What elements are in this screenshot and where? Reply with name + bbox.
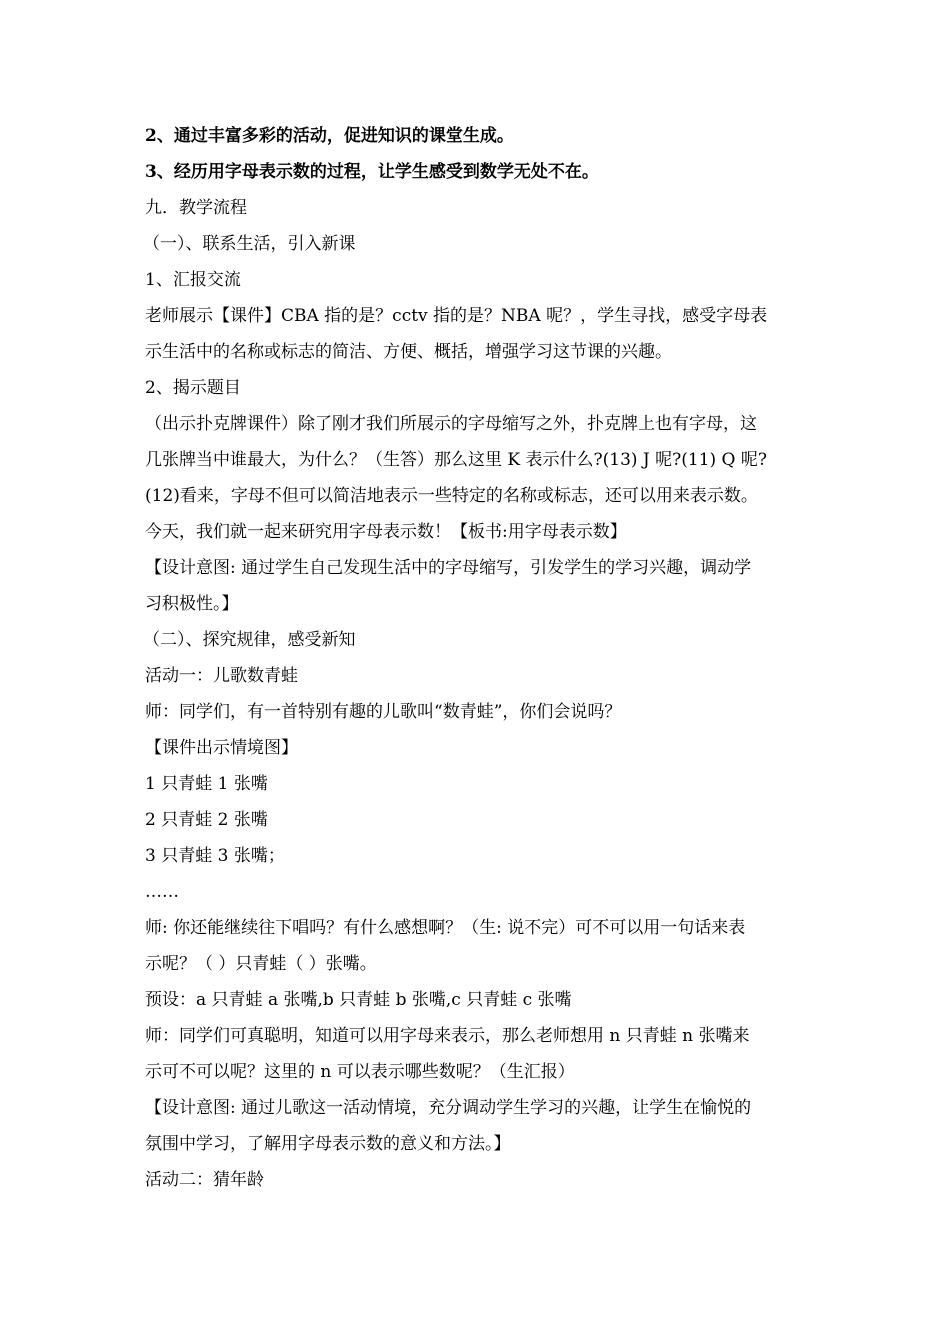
step-heading-topic: 2、揭示题目 bbox=[145, 378, 241, 398]
paragraph-line: 【课件出示情境图】 bbox=[145, 738, 298, 758]
rhyme-line: 1 只青蛙 1 张嘴 bbox=[145, 774, 268, 794]
paragraph-line: 师: 你还能继续往下唱吗？有什么感想啊？（生: 说不完）可不可以用一句话来表 bbox=[145, 918, 746, 938]
rhyme-line: 2 只青蛙 2 张嘴 bbox=[145, 810, 268, 830]
design-intent-line: 习积极性。】 bbox=[145, 594, 239, 614]
design-intent-line: 【设计意图: 通过儿歌这一活动情境，充分调动学生学习的兴趣，让学生在愉悦的 bbox=[145, 1098, 752, 1118]
activity-heading-2: 活动二：猜年龄 bbox=[145, 1170, 264, 1190]
paragraph-line: 师：同学们，有一首特别有趣的儿歌叫“数青蛙”，你们会说吗？ bbox=[145, 702, 622, 722]
subsection-heading-2: （二）、探究规律，感受新知 bbox=[143, 630, 356, 650]
paragraph-line: 示可不可以呢？这里的 n 可以表示哪些数呢？（生汇报） bbox=[145, 1062, 575, 1082]
rhyme-line: 3 只青蛙 3 张嘴； bbox=[145, 846, 285, 866]
step-heading-report: 1、汇报交流 bbox=[145, 270, 241, 290]
design-intent-line: 【设计意图: 通过学生自己发现生活中的字母缩写，引发学生的学习兴趣，调动学 bbox=[145, 558, 752, 578]
paragraph-line: 示呢？（ ）只青蛙（ ）张嘴。 bbox=[145, 954, 377, 974]
ellipsis-line: …… bbox=[145, 882, 179, 902]
goal-item-3: 3、经历用字母表示数的过程，让学生感受到数学无处不在。 bbox=[145, 162, 599, 182]
paragraph-line: 老师展示【课件】CBA 指的是？cctv 指的是？NBA 呢？，学生寻找，感受字母表 bbox=[145, 306, 768, 326]
paragraph-line: 师：同学们可真聪明，知道可以用字母来表示，那么老师想用 n 只青蛙 n 张嘴来 bbox=[145, 1026, 750, 1046]
goal-item-2: 2、通过丰富多彩的活动，促进知识的课堂生成。 bbox=[145, 126, 514, 146]
document-body bbox=[145, 118, 810, 1198]
design-intent-line: 氛围中学习，了解用字母表示数的意义和方法。】 bbox=[145, 1134, 511, 1154]
paragraph-line: 几张牌当中谁最大，为什么？（生答）那么这里 K 表示什么?(13) J 呢?(11) Q 呢? bbox=[145, 450, 768, 470]
paragraph-line: （出示扑克牌课件）除了刚才我们所展示的字母缩写之外，扑克牌上也有字母，这 bbox=[145, 414, 757, 434]
section-heading-teaching-process: 九．教学流程 bbox=[145, 198, 247, 218]
paragraph-line: 示生活中的名称或标志的简洁、方便、概括，增强学习这节课的兴趣。 bbox=[145, 342, 672, 362]
paragraph-line: (12)看来，字母不但可以简洁地表示一些特定的名称或标志，还可以用来表示数。 bbox=[145, 486, 758, 506]
activity-heading-1: 活动一：儿歌数青蛙 bbox=[145, 666, 298, 686]
subsection-heading-1: （一）、联系生活，引入新课 bbox=[143, 234, 356, 254]
paragraph-line: 今天，我们就一起来研究用字母表示数！【板书:用字母表示数】 bbox=[145, 522, 627, 542]
paragraph-line: 预设：a 只青蛙 a 张嘴,b 只青蛙 b 张嘴,c 只青蛙 c 张嘴 bbox=[145, 990, 572, 1010]
